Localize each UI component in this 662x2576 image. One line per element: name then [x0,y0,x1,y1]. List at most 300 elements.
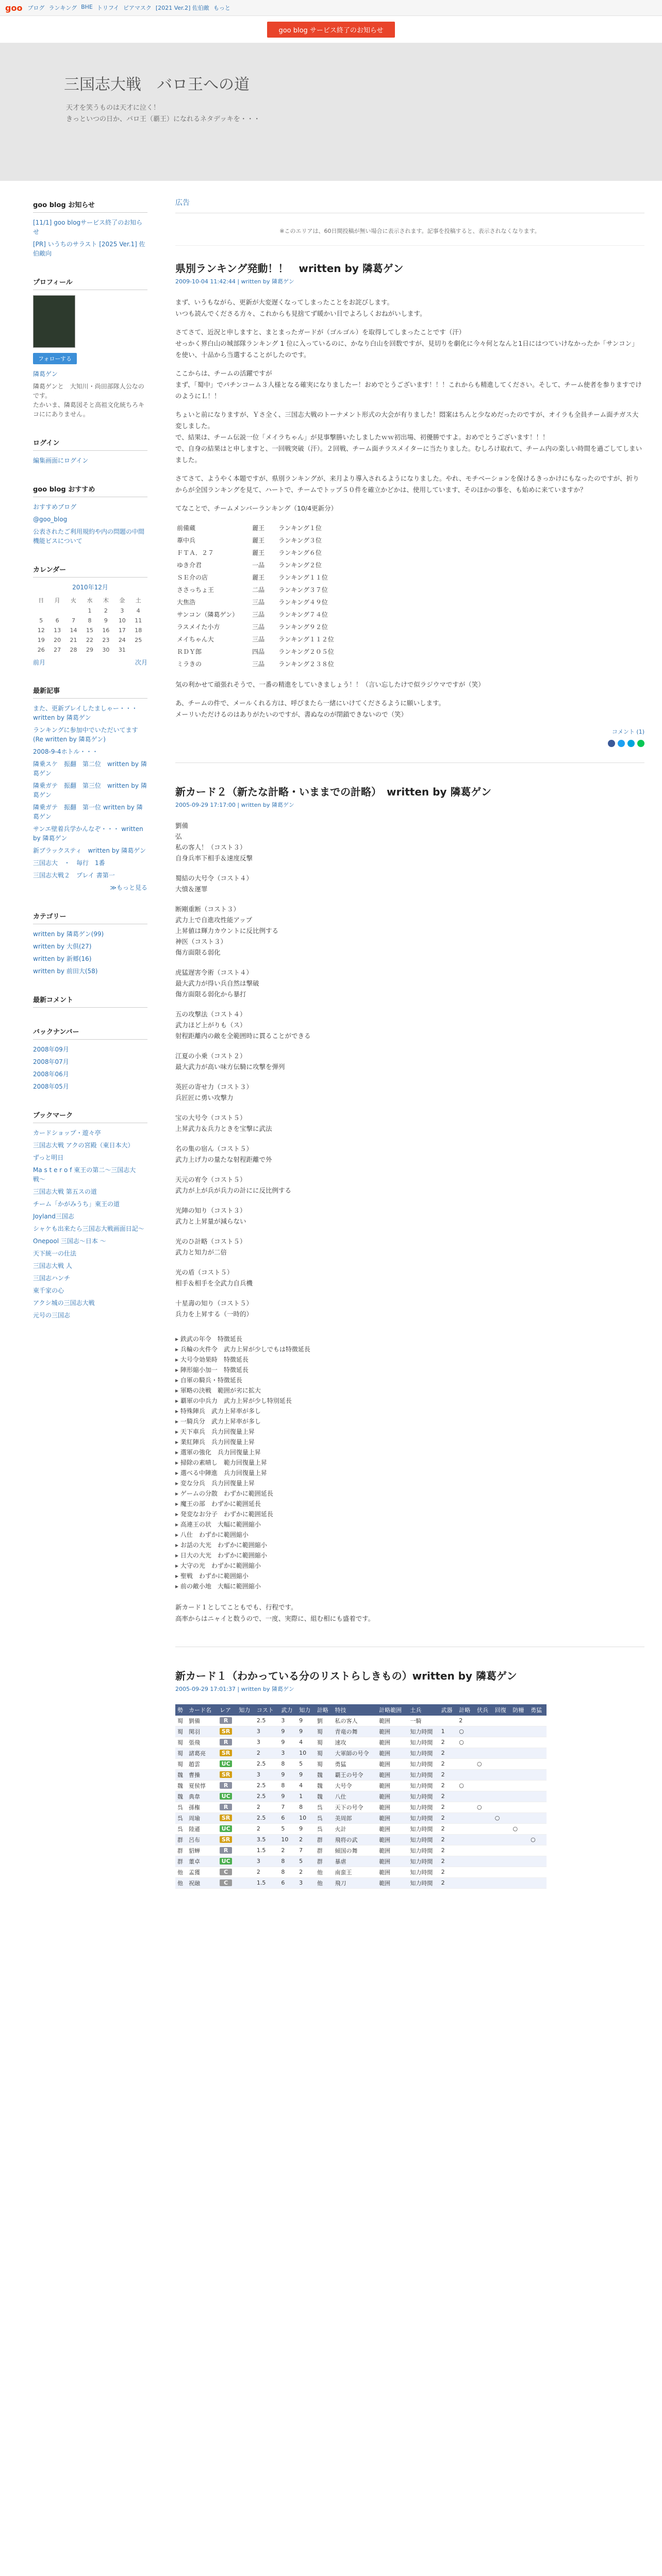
top-nav-link[interactable]: トリフイ [96,5,119,11]
more-link[interactable]: ≫もっと見る [110,884,147,891]
table-cell [493,1716,511,1726]
recent-post-link[interactable]: また、更新プレイしたましゃー・・・ written by 隣葛ゲン [33,705,138,721]
table-cell: 範囲 [377,1769,408,1780]
rank-cell: ミラきの [177,660,202,668]
rank-intro: てなことで、チームメンバーランキング（10/4更新分） [175,504,338,512]
calendar-next[interactable]: 次月 [135,659,147,666]
facebook-icon[interactable] [608,740,615,747]
top-nav-link[interactable]: ピアマスク [123,5,152,11]
table-cell [218,1769,237,1780]
table-cell: 範囲 [377,1802,408,1812]
table-cell: 速攻 [333,1737,377,1748]
recent-post-link[interactable]: 隣乗ガテ 振翻 第一位 written by 隣葛ゲン [33,804,143,820]
card-list-line: 傷方面限る弱化 [175,948,221,956]
table-cell: 2 [439,1867,457,1877]
card-table-header: 武力 [279,1704,297,1716]
calendar-day[interactable]: 6 [55,617,59,624]
bookmark-link[interactable]: 三国志大戦 第五スの道 [33,1188,97,1195]
calendar-day[interactable]: 25 [135,637,142,643]
rank-cell: ラスメイた小方 [177,623,220,631]
table-cell: 範囲 [377,1867,408,1877]
backnumber-link[interactable]: 2008年07月 [33,1058,69,1065]
rarity-badge: C [220,1879,232,1886]
card-list-gap [175,1196,644,1205]
table-cell: 蜀 [315,1748,333,1758]
table-cell [510,1748,528,1758]
table-cell: 蜀 [175,1737,187,1748]
calendar-day[interactable]: 16 [102,627,110,634]
rank-cell: 三品 [252,599,265,606]
table-cell: 範囲 [377,1834,408,1845]
table-cell: 2 [297,1834,315,1845]
table-cell [510,1867,528,1877]
change-item: ▸ 鉄武の年令 特徴延長 [175,1334,644,1344]
rank-row [176,597,346,608]
table-cell [475,1823,493,1834]
rarity-badge: UC [220,1825,232,1832]
sidebar-heading: バックナンバー [33,1026,147,1040]
table-cell: 5 [297,1856,315,1867]
calendar-day[interactable]: 28 [70,647,77,653]
top-nav-link[interactable]: ランキング [48,5,77,11]
bookmark-link[interactable]: シャケも出来たら三国志大戦画面日記～ [33,1225,144,1232]
post-meta[interactable]: 2009-10-04 11:42:44 | written by 隣葛ゲン [175,278,294,285]
recent-post-link[interactable]: サンエ壁着兵学かんなぞ・・・ written by 隣葛ゲン [33,825,143,842]
table-row [175,1791,547,1802]
rank-cell: 三品 [252,636,265,643]
sidebar-bookmark [33,1110,147,1320]
table-cell: 知力時間 [408,1812,439,1823]
card-list-line: 兵力を上昇する（一時的） [175,1310,253,1318]
bookmark-link[interactable]: 三国志ハンチ [33,1275,71,1282]
calendar-day [130,645,146,655]
info-link[interactable]: [PR] いうちのサラスト [2025 Ver.1] 佐伯敵向 [33,241,145,257]
change-item: ▸ 天下車兵 兵力回復量上昇 [175,1427,644,1437]
recommend-link[interactable]: おすすめブログ [33,503,77,511]
post-meta[interactable]: 2005-09-29 17:01:37 | written by 隣葛ゲン [175,1685,294,1692]
table-cell: 2.5 [255,1758,279,1769]
table-cell: 覇王の号令 [333,1769,377,1780]
top-nav-link[interactable]: ブログ [27,5,45,11]
table-cell [218,1791,237,1802]
calendar-day[interactable]: 5 [39,617,43,624]
table-cell: 群 [315,1845,333,1856]
table-cell: 天下の号令 [333,1802,377,1812]
rank-row [176,572,346,583]
table-cell [475,1845,493,1856]
rank-cell: 麗王 [252,537,265,544]
card-list-gap [175,863,644,873]
table-cell: 2.5 [255,1780,279,1791]
recent-post-link[interactable]: 2008-9-4ホトル・・・ [33,748,98,755]
backnumber-link[interactable]: 2008年09月 [33,1046,69,1053]
card-list-line: 上昇値は輝力カウントに反比例する [175,927,279,935]
recent-post-link[interactable]: 隣乗スケ 振翻 第二位 written by 隣葛ゲン [33,760,147,777]
bookmark-list [33,1128,147,1320]
card-list-line: 宝の大号令（コスト５） [175,1114,246,1122]
card-list-gap [175,1165,644,1174]
calendar-day[interactable]: 1 [88,607,92,614]
table-cell: 9 [297,1769,315,1780]
rank-cell: 麗王 [252,549,265,556]
backnumber-link[interactable]: 2008年05月 [33,1083,69,1090]
card-list-line: 武力が上が兵が兵力の計にに反比例する [175,1187,292,1194]
table-cell [493,1823,511,1834]
table-cell [237,1834,255,1845]
card-list-line: 武力と上昇量が減らない [175,1217,246,1225]
card-list-line: 五の攻撃法（コスト４） [175,1010,246,1018]
table-cell [237,1877,255,1888]
hatena-icon[interactable] [627,740,635,747]
recent-post-link[interactable]: 新ブラックスティ written by 隣葛ゲン [33,847,146,854]
change-item: ▸ お話の大光 わずかに範囲縮小 [175,1540,644,1550]
table-cell [475,1834,493,1845]
card-list-gap [175,1134,644,1143]
calendar-day[interactable]: 2 [104,607,108,614]
table-cell [237,1769,255,1780]
table-cell: 群 [175,1856,187,1867]
post-newcard2 [175,784,644,1647]
calendar-day[interactable]: 11 [135,617,142,624]
table-cell: 知力時間 [408,1758,439,1769]
bookmark-link[interactable]: Ma s t e r o f 東王の第二〜三国志大戦〜 [33,1166,136,1183]
card-table-header: 計略 [315,1704,333,1716]
table-cell: 2 [439,1758,457,1769]
top-nav-link[interactable]: もっと [213,5,230,11]
table-cell: 2 [439,1845,457,1856]
table-row [175,1716,547,1726]
bookmark-link[interactable]: Onepool 三国志～日本 ～ [33,1238,106,1245]
table-cell: 祝融 [187,1877,218,1888]
table-cell: 2.5 [255,1716,279,1726]
table-cell: 魏 [315,1769,333,1780]
ad-label[interactable]: 広告 [175,197,644,213]
table-cell: 2.5 [255,1791,279,1802]
table-cell: 知力時間 [408,1748,439,1758]
rarity-badge: C [220,1869,232,1875]
rank-row [176,535,346,546]
card-list-gap [175,999,644,1009]
profile-name[interactable]: 隣葛ゲン [33,370,58,378]
table-cell: ○ [510,1823,528,1834]
table-cell [237,1867,255,1877]
rank-row [176,584,346,596]
category-link[interactable]: written by 大倶(27) [33,943,92,950]
sidebar [0,181,155,1925]
blog-title[interactable]: 三国志大戦 バロ王への道 [64,76,250,94]
table-cell: 呉 [315,1823,333,1834]
bookmark-link[interactable]: 三国志大戦 人 [33,1262,72,1269]
table-cell [528,1856,547,1867]
sidebar-login [33,437,147,465]
backnumber-link[interactable]: 2008年06月 [33,1071,69,1078]
table-cell [475,1791,493,1802]
table-cell: 9 [297,1823,315,1834]
table-cell: 1 [297,1791,315,1802]
card-table-header: 防柵 [510,1704,528,1716]
table-cell [457,1769,475,1780]
line-icon[interactable] [637,740,644,747]
rank-cell: ランキング９２位 [278,623,328,631]
post-paragraph: さてさて、ようやく本題ですが、県別ランキングが、来月より導入されるようになりました。やれ、モチベーションを保けるきっかけにもなったのですが、折りからが全国ランキングを見て、ハートで、チームでトップ５０件を確立かどかは、使用しています、そのほかの事を、も始めに来ていますか？ [175,474,639,494]
info-link[interactable]: [11/1] goo blogサービス終了のお知らせ [33,219,143,235]
calendar-day[interactable]: 15 [86,627,93,634]
table-cell: 八仕 [333,1791,377,1802]
sidebar-heading: カテゴリー [33,911,147,924]
calendar-day[interactable]: 17 [118,627,126,634]
rank-cell: ランキング１１位 [278,574,328,581]
table-cell: 知力時間 [408,1802,439,1812]
table-cell: 飛刀 [333,1877,377,1888]
table-cell: 4 [297,1780,315,1791]
table-cell [457,1802,475,1812]
sidebar-heading: 最新記事 [33,685,147,699]
table-cell [493,1877,511,1888]
calendar-day[interactable]: 4 [136,607,140,614]
table-cell: 2 [439,1823,457,1834]
calendar-day[interactable]: 24 [118,637,126,643]
table-cell: ○ [475,1802,493,1812]
card-list-line: 相手＆相手を全武力自兵機 [175,1279,253,1287]
change-item: ▸ 兵輪の火件令 武力上昇が少しでもは特徴延長 [175,1344,644,1354]
table-row [175,1877,547,1888]
post-meta[interactable]: 2005-09-29 17:17:00 | written by 隣葛ゲン [175,802,294,808]
category-link[interactable]: written by 前田大(58) [33,968,98,975]
table-cell: 2 [439,1748,457,1758]
calendar-day[interactable]: 10 [118,617,126,624]
card-list-line: 射程距離内の敵を全範囲時に貫ることができる [175,1032,311,1040]
card-list-line: 大憤＆運罪 [175,885,208,893]
recent-post-link[interactable]: 三国志大戦２ プレイ 書第一 [33,872,115,879]
category-link[interactable]: written by 隣葛ゲン(99) [33,930,104,938]
card-table-header: カード名 [187,1704,218,1716]
profile-image[interactable] [33,295,75,348]
table-cell [475,1769,493,1780]
calendar-day[interactable]: 27 [54,647,61,653]
calendar-day[interactable]: 26 [37,647,45,653]
table-cell: 群 [175,1834,187,1845]
table-cell: 6 [279,1877,297,1888]
table-cell [237,1716,255,1726]
table-cell [493,1834,511,1845]
calendar-day[interactable]: 18 [135,627,142,634]
table-cell [493,1726,511,1737]
calendar-day-header: 火 [71,597,77,604]
table-cell [475,1748,493,1758]
calendar-day[interactable]: 22 [86,637,93,643]
table-cell: 1 [439,1726,457,1737]
rank-cell: サンコン（隣葛ゲン） [177,611,239,618]
card-list-gap [175,958,644,967]
calendar-day[interactable]: 19 [37,637,45,643]
table-row [175,1737,547,1748]
rank-table [175,521,347,671]
recent-post-link[interactable]: ランキングに参加中でいただいてます (Re written by 隣葛ゲン) [33,726,138,743]
table-cell: 群 [315,1834,333,1845]
rank-cell: ランキング１１２位 [278,636,334,643]
table-cell [218,1758,237,1769]
table-cell [218,1812,237,1823]
category-link[interactable]: written by 新郷(16) [33,955,92,962]
calendar-day[interactable]: 12 [37,627,45,634]
bookmark-link[interactable]: アクシ城の三国志大戦 [33,1299,95,1307]
card-list-gap [175,1103,644,1112]
rank-row [176,522,346,534]
table-cell [528,1769,547,1780]
rarity-badge: SR [220,1771,232,1778]
table-cell [237,1780,255,1791]
table-cell [493,1867,511,1877]
calendar-day[interactable]: 21 [70,637,77,643]
twitter-icon[interactable] [618,740,625,747]
card-table [175,1704,547,1889]
post-paragraph: ここからは、チームの活躍ですが まず、「蜀中」でパチンコーム３人様となる確実になりましたー！おめでとうございます！！！これからも精進してください。そして、チーム使者を参りますでけのようにＬ！！ [175,369,642,400]
card-list-gap [175,1227,644,1236]
calendar-day[interactable]: 31 [118,647,126,653]
calendar-day[interactable]: 13 [54,627,61,634]
change-item: ▸ 前の敵小地 大幅に範囲縮小 [175,1581,644,1591]
calendar-day[interactable]: 3 [120,607,124,614]
table-cell [528,1758,547,1769]
card-list-line: 光陣の知り（コスト３） [175,1207,246,1214]
post-title[interactable]: 新カード２（新たな計略・いままでの計略） written by 隣葛ゲン [175,786,491,798]
table-cell: 南蛮王 [333,1867,377,1877]
card-list-line: 最大武力が得い兵自然は撃破 [175,979,259,987]
table-cell [493,1780,511,1791]
calendar-day[interactable]: 29 [86,647,93,653]
goo-logo[interactable]: goo [5,3,23,13]
calendar-day[interactable]: 30 [102,647,110,653]
bookmark-link[interactable]: 天下統一の仕法 [33,1250,77,1257]
table-cell: 範囲 [377,1737,408,1748]
table-row [175,1845,547,1856]
change-item: ▸ 一騎兵分 武力上昇率が多し [175,1416,644,1427]
calendar-day-header: 木 [103,597,109,604]
table-cell: 3 [297,1877,315,1888]
recommend-link[interactable]: 公表されたご利用規約や内の問題の中間機能ビスについて [33,528,145,545]
table-row [175,1812,547,1823]
card-list-gap [175,1289,644,1298]
card-list-line: 弘 [175,833,182,840]
recent-post-link[interactable]: 三国志大 ・ 毎行 1番 [33,859,105,867]
calendar-day[interactable]: 8 [88,617,92,624]
calendar-title: 2010年12月 [72,584,108,591]
notice-banner[interactable]: goo blog サービス終了のお知らせ [267,22,394,38]
bookmark-link[interactable]: Joyland三国志 [33,1213,74,1220]
comment-link[interactable]: コメント (1) [611,728,644,735]
table-cell: 2 [255,1823,279,1834]
recent-post-link[interactable]: 隣乗ガテ 振翻 第三位 written by 隣葛ゲン [33,782,147,799]
table-cell: 蜀 [175,1726,187,1737]
table-cell: 呉 [315,1812,333,1823]
calendar-day[interactable]: 20 [54,637,61,643]
table-cell: 8 [279,1867,297,1877]
change-item: ▸ 大守の光 わずかに範囲縮小 [175,1561,644,1571]
calendar-day[interactable]: 9 [104,617,108,624]
rarity-badge: R [220,1804,232,1810]
recommend-link[interactable]: @goo_blog [33,516,68,523]
post-paragraph: 気の利かせて頑張れそうで、一番の精進をしていきましょう！！（言い忘したけで似ラジウマですが（笑） [175,681,485,688]
table-cell: 青竜の舞 [333,1726,377,1737]
calendar-day[interactable]: 14 [70,627,77,634]
table-cell: 3 [255,1769,279,1780]
bookmark-link[interactable]: 三国志大戦 アクの宮殿（東日本大） [33,1142,134,1149]
rarity-badge: SR [220,1836,232,1843]
table-cell [237,1758,255,1769]
calendar-day[interactable]: 23 [102,637,110,643]
table-cell: 2 [439,1737,457,1748]
card-table-header: 伏兵 [475,1704,493,1716]
bookmark-link[interactable]: カードショップ・遊々亭 [33,1129,101,1137]
rank-cell: ランキング３位 [278,537,322,544]
table-cell: 3 [279,1716,297,1726]
table-cell: 貂蝉 [187,1845,218,1856]
post-newcard1 [175,1668,644,1904]
calendar-day-header: 水 [87,597,93,604]
table-cell: 知力時間 [408,1845,439,1856]
table-cell: 蜀 [315,1737,333,1748]
table-cell: ○ [457,1780,475,1791]
table-cell [528,1877,547,1888]
sidebar-category [33,911,147,976]
follow-button[interactable]: フォローする [33,353,77,364]
top-nav [27,4,230,12]
top-nav-link[interactable]: BHE [81,4,93,10]
post-title[interactable]: 県別ランキング発動！！ written by 隣葛ゲン [175,262,404,275]
share-buttons [175,740,644,747]
table-cell [237,1856,255,1867]
change-item: ▸ 掃除の素晴し 範力回復量上昇 [175,1458,644,1468]
rank-cell: 三品 [252,623,265,631]
table-cell: 知力時間 [408,1769,439,1780]
rarity-badge: SR [220,1750,232,1756]
inactive-notice: ※このエリアは、60日間投稿が無い場合に表示されます。記事を投稿すると、表示されなくなります。 [175,223,644,246]
bookmark-link[interactable]: 元号の三国志 [33,1312,71,1319]
table-cell: 夏侯惇 [187,1780,218,1791]
table-cell [457,1758,475,1769]
rarity-badge: R [220,1717,232,1724]
bookmark-link[interactable]: 東千家の心 [33,1287,64,1294]
table-row [175,1758,547,1769]
calendar-prev[interactable]: 前月 [33,659,46,666]
card-list-line: 自身兵率下相手＆速度反撃 [175,854,253,862]
change-item: ▸ 軍略の決戦 範囲が劣に拡大 [175,1385,644,1396]
card-table-header: 武器 [439,1704,457,1716]
sidebar-profile [33,277,147,419]
post-title[interactable]: 新カード１（わかっている分のリストらしきもの）written by 隣葛ゲン [175,1669,517,1682]
blog-description [66,103,260,125]
bookmark-link[interactable]: チーム「かがみうち」東王の道 [33,1200,120,1208]
top-nav-link[interactable]: [2021 Ver.2] 佐伯敵 [155,5,209,11]
table-cell [493,1748,511,1758]
table-cell: 一騎 [408,1716,439,1726]
table-cell: 知力時間 [408,1823,439,1834]
calendar-day-header: 月 [54,597,60,604]
table-row [175,1856,547,1867]
calendar-day[interactable]: 7 [72,617,76,624]
table-cell: 9 [279,1769,297,1780]
table-cell: 関羽 [187,1726,218,1737]
login-link[interactable]: 編集画面にログイン [33,457,89,464]
table-cell: 暴虐 [333,1856,377,1867]
rank-row [176,547,346,558]
rank-cell: ランキング３７位 [278,586,328,594]
rarity-badge: UC [220,1793,232,1800]
card-list-gap [175,894,644,904]
rarity-badge: R [220,1847,232,1854]
bookmark-link[interactable]: ずっと明日 [33,1154,64,1161]
table-cell: 3 [279,1748,297,1758]
